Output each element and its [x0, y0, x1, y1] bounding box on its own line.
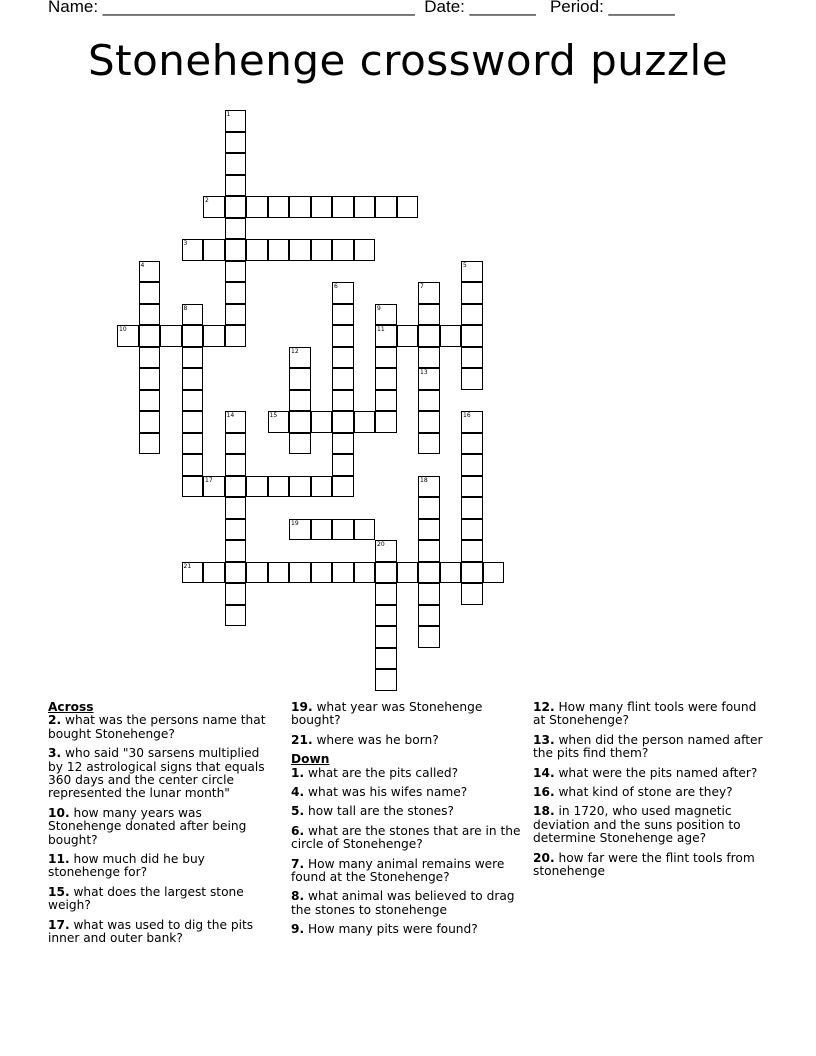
- crossword-cell[interactable]: [225, 433, 247, 455]
- crossword-cell[interactable]: [289, 433, 311, 455]
- crossword-cell[interactable]: [203, 196, 225, 218]
- crossword-cell[interactable]: [461, 347, 483, 369]
- crossword-cell[interactable]: [246, 562, 268, 584]
- clue-text: How many animal remains were found at the Stonehenge?: [291, 856, 505, 885]
- crossword-cell[interactable]: [268, 411, 290, 433]
- crossword-cell[interactable]: [139, 347, 161, 369]
- crossword-cell[interactable]: [182, 390, 204, 412]
- crossword-cell[interactable]: [332, 368, 354, 390]
- crossword-cell[interactable]: [397, 562, 419, 584]
- crossword-cell[interactable]: [461, 540, 483, 562]
- clue-number: 16: [463, 412, 471, 419]
- clue-text: what kind of stone are they?: [554, 785, 733, 800]
- clue-text: How many pits were found?: [304, 922, 478, 937]
- crossword-cell[interactable]: [397, 196, 419, 218]
- crossword-cell[interactable]: [375, 390, 397, 412]
- clue-column-1: [48, 701, 276, 952]
- clue-number-label: 4.: [291, 785, 305, 800]
- crossword-cell[interactable]: [182, 411, 204, 433]
- crossword-cell[interactable]: [182, 454, 204, 476]
- clue-number: 13: [420, 369, 428, 376]
- crossword-cell[interactable]: [332, 325, 354, 347]
- crossword-cell[interactable]: [182, 304, 204, 326]
- crossword-cell[interactable]: [440, 562, 462, 584]
- clue-item: [533, 767, 763, 780]
- crossword-cell[interactable]: [375, 648, 397, 670]
- clue-number: 4: [140, 261, 145, 269]
- clue-text: what does the largest stone weigh?: [48, 884, 244, 913]
- crossword-cell[interactable]: [332, 454, 354, 476]
- clue-item: [48, 747, 276, 801]
- clue-text: what year was Stonehenge bought?: [291, 700, 483, 728]
- clue-column-2: [291, 701, 521, 943]
- clue-item: [48, 919, 276, 946]
- clue-number: 8: [183, 304, 188, 312]
- crossword-cell[interactable]: [418, 583, 440, 605]
- crossword-cell[interactable]: [375, 583, 397, 605]
- crossword-cell[interactable]: [354, 562, 376, 584]
- crossword-cell[interactable]: [203, 476, 225, 498]
- crossword-cell[interactable]: [225, 175, 247, 197]
- clue-number: 15: [269, 412, 278, 419]
- clue-item: [291, 767, 521, 780]
- clue-number: 21: [183, 562, 192, 570]
- crossword-cell[interactable]: [332, 196, 354, 218]
- crossword-cell[interactable]: [311, 476, 333, 498]
- clue-number: 11: [377, 326, 385, 333]
- crossword-cell[interactable]: [375, 605, 397, 627]
- crossword-cell[interactable]: [203, 562, 225, 584]
- crossword-cell[interactable]: [375, 196, 397, 218]
- clue-item: [48, 853, 276, 880]
- crossword-cell[interactable]: [225, 153, 247, 175]
- clue-number-label: 13.: [533, 732, 555, 747]
- crossword-cell[interactable]: [418, 347, 440, 369]
- clue-text: where was he born?: [312, 732, 439, 747]
- crossword-cell[interactable]: [203, 239, 225, 261]
- crossword-cell[interactable]: [225, 519, 247, 541]
- crossword-cell[interactable]: [461, 497, 483, 519]
- crossword-cell[interactable]: [182, 368, 204, 390]
- clue-text: in 1720, who used magnetic deviation and the suns position to determine Stonehenge age?: [533, 804, 741, 846]
- crossword-cell[interactable]: [289, 196, 311, 218]
- down-heading: Down: [291, 752, 330, 767]
- crossword-cell[interactable]: [289, 411, 311, 433]
- clue-text: How many flint tools were found at Stonehenge?: [533, 700, 757, 728]
- crossword-cell[interactable]: [375, 540, 397, 562]
- crossword-cell[interactable]: [332, 433, 354, 455]
- crossword-cell[interactable]: [139, 368, 161, 390]
- crossword-cell[interactable]: [461, 519, 483, 541]
- clue-item: [48, 714, 276, 741]
- clue-item: [291, 825, 521, 852]
- clue-text: how many years was Stonehenge donated after being bought?: [48, 805, 247, 847]
- crossword-cell[interactable]: [225, 562, 247, 584]
- crossword-cell[interactable]: [182, 562, 204, 584]
- clue-text: what are the pits called?: [304, 765, 459, 780]
- across-heading: Across: [48, 700, 94, 714]
- clue-number-label: 14.: [533, 765, 555, 780]
- crossword-cell[interactable]: [332, 476, 354, 498]
- clue-column-3: [533, 701, 763, 884]
- crossword-cell[interactable]: [332, 347, 354, 369]
- clue-text: what are the stones that are in the circle of Stonehenge?: [291, 823, 521, 852]
- clue-number: 12: [291, 347, 299, 355]
- crossword-cell[interactable]: [418, 282, 440, 304]
- crossword-cell[interactable]: [225, 411, 247, 433]
- crossword-cell[interactable]: [461, 368, 483, 390]
- clue-item: [291, 890, 521, 917]
- crossword-cell[interactable]: [182, 476, 204, 498]
- crossword-cell[interactable]: [225, 454, 247, 476]
- crossword-cell[interactable]: [139, 390, 161, 412]
- clue-number-label: 17.: [48, 917, 70, 932]
- crossword-cell[interactable]: [332, 239, 354, 261]
- crossword-cell[interactable]: [289, 562, 311, 584]
- crossword-cell[interactable]: [461, 325, 483, 347]
- crossword-cell[interactable]: [418, 626, 440, 648]
- crossword-cell[interactable]: [289, 368, 311, 390]
- crossword-cell[interactable]: [139, 261, 161, 283]
- crossword-cell[interactable]: [268, 196, 290, 218]
- clue-item: [48, 807, 276, 847]
- clue-number-label: 10.: [48, 805, 70, 820]
- clue-number-label: 6.: [291, 823, 305, 838]
- clue-number-label: 12.: [533, 700, 555, 714]
- crossword-cell[interactable]: [461, 583, 483, 605]
- crossword-cell[interactable]: [225, 218, 247, 240]
- clue-text: what was his wifes name?: [304, 785, 468, 800]
- crossword-cell[interactable]: [203, 325, 225, 347]
- crossword-cell[interactable]: [332, 519, 354, 541]
- clue-number: 19: [291, 519, 299, 527]
- clue-number: 7: [420, 283, 424, 290]
- crossword-cell[interactable]: [375, 411, 397, 433]
- crossword-cell[interactable]: [246, 196, 268, 218]
- clue-number: 10: [119, 326, 127, 333]
- crossword-cell[interactable]: [160, 325, 182, 347]
- crossword-cell[interactable]: [418, 519, 440, 541]
- crossword-cell[interactable]: [139, 325, 161, 347]
- crossword-cell[interactable]: [289, 239, 311, 261]
- crossword-cell[interactable]: [225, 325, 247, 347]
- crossword-cell[interactable]: [225, 239, 247, 261]
- clue-number-label: 7.: [291, 856, 305, 871]
- clue-number-label: 2.: [48, 713, 62, 728]
- crossword-cell[interactable]: [268, 476, 290, 498]
- crossword-cell[interactable]: [311, 196, 333, 218]
- crossword-cell[interactable]: [354, 239, 376, 261]
- clue-text: when did the person named after the pits find them?: [533, 732, 763, 761]
- clue-number-label: 15.: [48, 884, 70, 899]
- clue-item: [291, 734, 521, 747]
- crossword-cell[interactable]: [375, 368, 397, 390]
- crossword-cell[interactable]: [182, 325, 204, 347]
- clue-item: [291, 786, 521, 799]
- crossword-cell[interactable]: [182, 347, 204, 369]
- clue-text: how tall are the stones?: [304, 804, 454, 819]
- clue-number: 6: [334, 283, 338, 290]
- crossword-cell[interactable]: [418, 368, 440, 390]
- crossword-cell[interactable]: [418, 304, 440, 326]
- crossword-cell[interactable]: [225, 304, 247, 326]
- crossword-cell[interactable]: [375, 562, 397, 584]
- clue-number: 14: [226, 412, 235, 419]
- crossword-cell[interactable]: [461, 411, 483, 433]
- crossword-cell[interactable]: [418, 390, 440, 412]
- crossword-cell[interactable]: [332, 282, 354, 304]
- clue-text: what was the persons name that bought Stonehenge?: [48, 713, 266, 741]
- crossword-cell[interactable]: [182, 433, 204, 455]
- crossword-cell[interactable]: [418, 562, 440, 584]
- crossword-cell[interactable]: [289, 476, 311, 498]
- clue-number-label: 3.: [48, 746, 62, 761]
- crossword-cell[interactable]: [354, 196, 376, 218]
- crossword-cell[interactable]: [418, 411, 440, 433]
- clue-number-label: 9.: [291, 922, 305, 937]
- crossword-cell[interactable]: [461, 261, 483, 283]
- clue-number-label: 19.: [291, 700, 313, 714]
- crossword-cell[interactable]: [225, 261, 247, 283]
- crossword-cell[interactable]: [375, 626, 397, 648]
- clue-number-label: 5.: [291, 804, 305, 819]
- crossword-cell[interactable]: [268, 562, 290, 584]
- crossword-cell[interactable]: [182, 239, 204, 261]
- crossword-cell[interactable]: [117, 325, 139, 347]
- clue-number-label: 18.: [533, 804, 555, 819]
- clue-item: [533, 805, 763, 845]
- crossword-cell[interactable]: [289, 390, 311, 412]
- clue-number: 20: [377, 541, 385, 548]
- crossword-cell[interactable]: [461, 562, 483, 584]
- crossword-cell[interactable]: [461, 282, 483, 304]
- clue-item: [291, 805, 521, 818]
- crossword-cell[interactable]: [139, 304, 161, 326]
- crossword-cell[interactable]: [225, 540, 247, 562]
- clue-text: what were the pits named after?: [554, 765, 758, 780]
- crossword-cell[interactable]: [311, 562, 333, 584]
- crossword-cell[interactable]: [225, 583, 247, 605]
- crossword-cell[interactable]: [332, 390, 354, 412]
- clue-text: what animal was believed to drag the stones to stonehenge: [291, 889, 515, 917]
- clue-number-label: 1.: [291, 765, 305, 780]
- crossword-cell[interactable]: [139, 282, 161, 304]
- clue-number: 17: [205, 476, 213, 484]
- crossword-cell[interactable]: [418, 433, 440, 455]
- crossword-cell[interactable]: [418, 476, 440, 498]
- crossword-cell[interactable]: [311, 411, 333, 433]
- crossword-cell[interactable]: [375, 347, 397, 369]
- crossword-cell[interactable]: [397, 325, 419, 347]
- crossword-cell[interactable]: [311, 519, 333, 541]
- crossword-cell[interactable]: [225, 476, 247, 498]
- crossword-cell[interactable]: [332, 411, 354, 433]
- crossword-cell[interactable]: [461, 433, 483, 455]
- crossword-cell[interactable]: [418, 540, 440, 562]
- crossword-cell[interactable]: [483, 562, 505, 584]
- crossword-cell[interactable]: [289, 519, 311, 541]
- crossword-cell[interactable]: [461, 304, 483, 326]
- crossword-cell[interactable]: [225, 497, 247, 519]
- clue-number: 1: [226, 111, 231, 118]
- crossword-cell[interactable]: [354, 519, 376, 541]
- crossword-cell[interactable]: [225, 196, 247, 218]
- clue-number: 2: [205, 197, 209, 204]
- clue-number: 9: [377, 304, 381, 312]
- crossword-cell[interactable]: [332, 304, 354, 326]
- clue-text: who said "30 sarsens multiplied by 12 astrological signs that equals 360 days and the center circle represented the lunar month": [48, 746, 265, 801]
- clue-item: [291, 701, 521, 728]
- crossword-cell[interactable]: [139, 411, 161, 433]
- clue-item: [533, 734, 763, 761]
- clue-number: 18: [420, 476, 428, 484]
- crossword-cell[interactable]: [332, 562, 354, 584]
- crossword-cell[interactable]: [418, 497, 440, 519]
- page-title: Stonehenge crossword puzzle: [87, 36, 729, 85]
- clue-text: how much did he buy stonehenge for?: [48, 852, 205, 880]
- crossword-cell[interactable]: [246, 476, 268, 498]
- crossword-cell[interactable]: [440, 325, 462, 347]
- crossword-cell[interactable]: [268, 239, 290, 261]
- clue-number-label: 20.: [533, 850, 555, 865]
- clue-item: [533, 852, 763, 879]
- clue-item: [291, 858, 521, 885]
- clue-item: [533, 701, 763, 728]
- crossword-cell[interactable]: [289, 347, 311, 369]
- clue-number-label: 21.: [291, 732, 313, 747]
- clue-text: what was used to dig the pits inner and outer bank?: [48, 917, 254, 946]
- clue-text: how far were the flint tools from stonehenge: [533, 850, 755, 879]
- crossword-cell[interactable]: [375, 304, 397, 326]
- clue-number-label: 11.: [48, 852, 70, 867]
- crossword-cell[interactable]: [354, 411, 376, 433]
- crossword-cell[interactable]: [225, 132, 247, 154]
- clue-number-label: 8.: [291, 889, 305, 904]
- crossword-cell[interactable]: [246, 239, 268, 261]
- clue-item: [291, 923, 521, 936]
- crossword-cell[interactable]: [225, 110, 247, 132]
- crossword-cell[interactable]: [225, 282, 247, 304]
- clue-item: [48, 886, 276, 913]
- crossword-cell[interactable]: [375, 325, 397, 347]
- crossword-cell[interactable]: [461, 476, 483, 498]
- crossword-cell[interactable]: [375, 669, 397, 691]
- crossword-cell[interactable]: [311, 239, 333, 261]
- crossword-cell[interactable]: [418, 605, 440, 627]
- crossword-cell[interactable]: [139, 433, 161, 455]
- clue-number-label: 16.: [533, 785, 555, 800]
- clue-number: 5: [463, 261, 467, 269]
- crossword-cell[interactable]: [461, 454, 483, 476]
- clue-number: 3: [183, 240, 188, 247]
- student-info-line: Name: _________________________________ Date: _______ Period: _______: [48, 0, 675, 16]
- clue-item: [533, 786, 763, 799]
- crossword-cell[interactable]: [225, 605, 247, 627]
- crossword-cell[interactable]: [418, 325, 440, 347]
